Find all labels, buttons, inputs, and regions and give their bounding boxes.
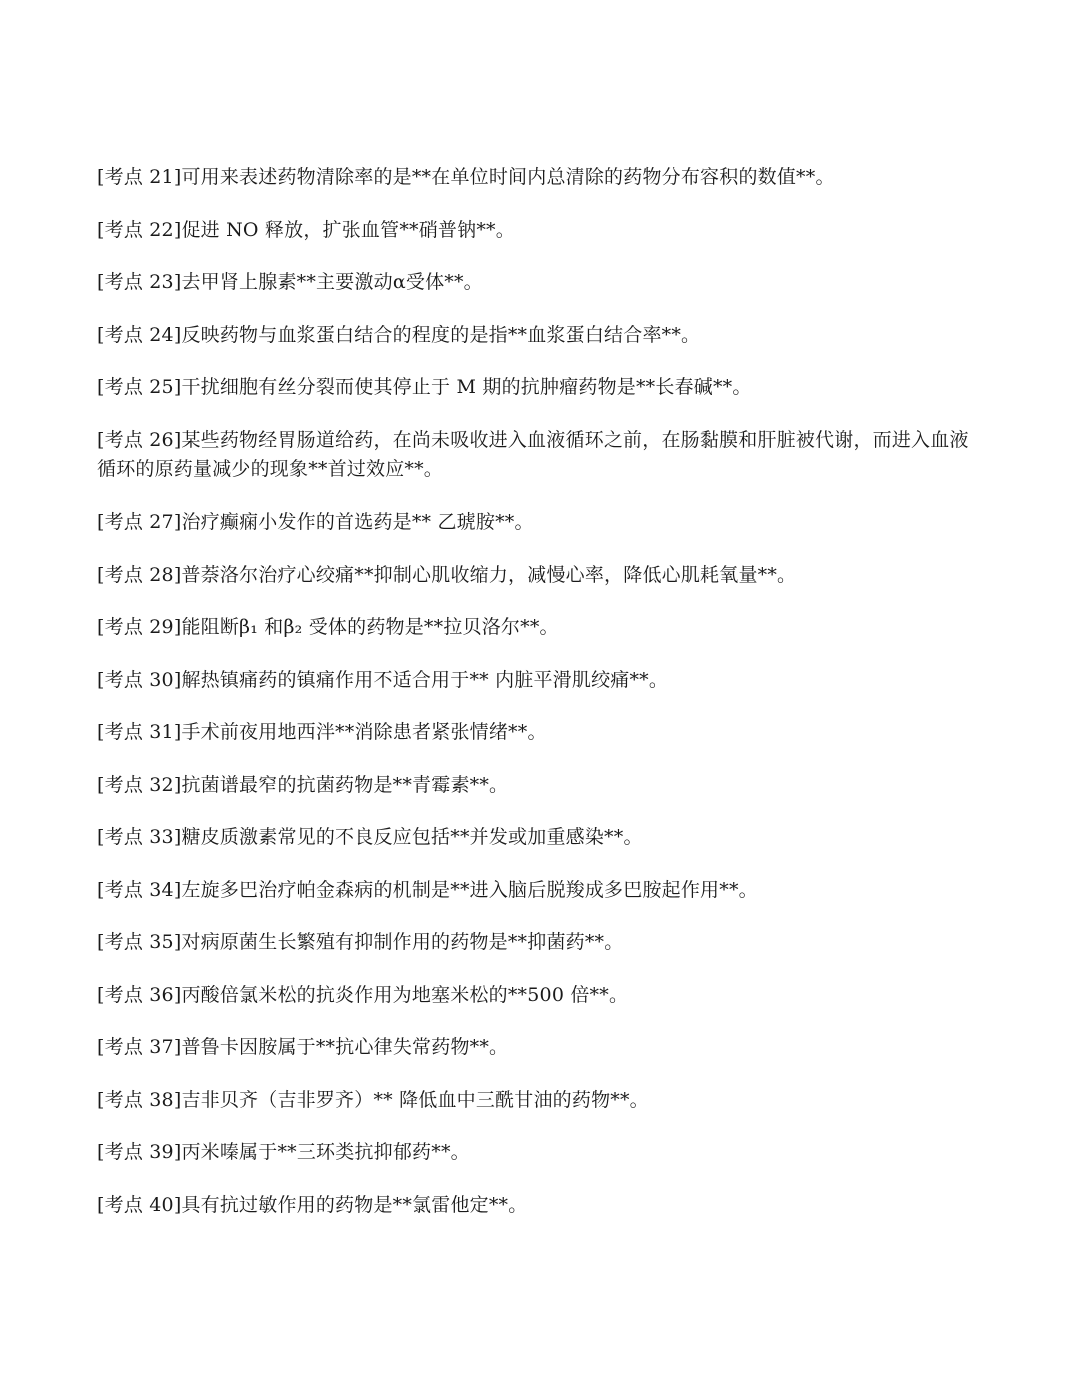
exam-point-36: [考点 36]丙酸倍氯米松的抗炎作用为地塞米松的**500 倍**。 bbox=[97, 983, 629, 1006]
exam-point-29: [考点 29]能阻断β₁ 和β₂ 受体的药物是**拉贝洛尔**。 bbox=[97, 616, 559, 638]
exam-point-33: [考点 33]糖皮质激素常见的不良反应包括**并发或加重感染**。 bbox=[97, 826, 643, 848]
exam-point-23: [考点 23]去甲肾上腺素**主要激动α受体**。 bbox=[97, 271, 483, 293]
exam-points-list bbox=[97, 163, 977, 1243]
exam-point-22: [考点 22]促进 NO 释放，扩张血管**硝普钠**。 bbox=[97, 218, 515, 241]
exam-point-32: [考点 32]抗菌谱最窄的抗菌药物是**青霉素**。 bbox=[97, 773, 509, 796]
exam-point-35: [考点 35]对病原菌生长繁殖有抑制作用的药物是**抑菌药**。 bbox=[97, 931, 624, 953]
exam-point-25: [考点 25]干扰细胞有丝分裂而使其停止于 M 期的抗肿瘤药物是**长春碱**。 bbox=[97, 376, 752, 398]
exam-point-37: [考点 37]普鲁卡因胺属于**抗心律失常药物**。 bbox=[97, 1036, 509, 1058]
exam-point-39: [考点 39]丙米嗪属于**三环类抗抑郁药**。 bbox=[97, 1141, 470, 1163]
exam-point-34: [考点 34]左旋多巴治疗帕金森病的机制是**进入脑后脱羧成多巴胺起作用**。 bbox=[97, 878, 758, 901]
exam-point-28: [考点 28]普萘洛尔治疗心绞痛**抑制心肌收缩力，减慢心率，降低心肌耗氧量**。 bbox=[97, 563, 797, 586]
exam-point-38: [考点 38]吉非贝齐（吉非罗齐）** 降低血中三酰甘油的药物**。 bbox=[97, 1088, 649, 1111]
exam-point-24: [考点 24]反映药物与血浆蛋白结合的程度的是指**血浆蛋白结合率**。 bbox=[97, 323, 701, 346]
exam-point-31: [考点 31]手术前夜用地西泮**消除患者紧张情绪**。 bbox=[97, 721, 547, 743]
exam-point-21: [考点 21]可用来表述药物清除率的是**在单位时间内总清除的药物分布容积的数值**。 bbox=[97, 166, 835, 188]
exam-point-26: [考点 26]某些药物经胃肠道给药，在尚未吸收进入血液循环之前，在肠黏膜和肝脏被代谢，而进入血液循环的原药量减少的现象**首过效应**。 bbox=[97, 428, 969, 480]
exam-point-27: [考点 27]治疗癫痫小发作的首选药是** 乙琥胺**。 bbox=[97, 511, 534, 533]
exam-point-30: [考点 30]解热镇痛药的镇痛作用不适合用于** 内脏平滑肌绞痛**。 bbox=[97, 668, 669, 691]
exam-point-40: [考点 40]具有抗过敏作用的药物是**氯雷他定**。 bbox=[97, 1193, 528, 1216]
